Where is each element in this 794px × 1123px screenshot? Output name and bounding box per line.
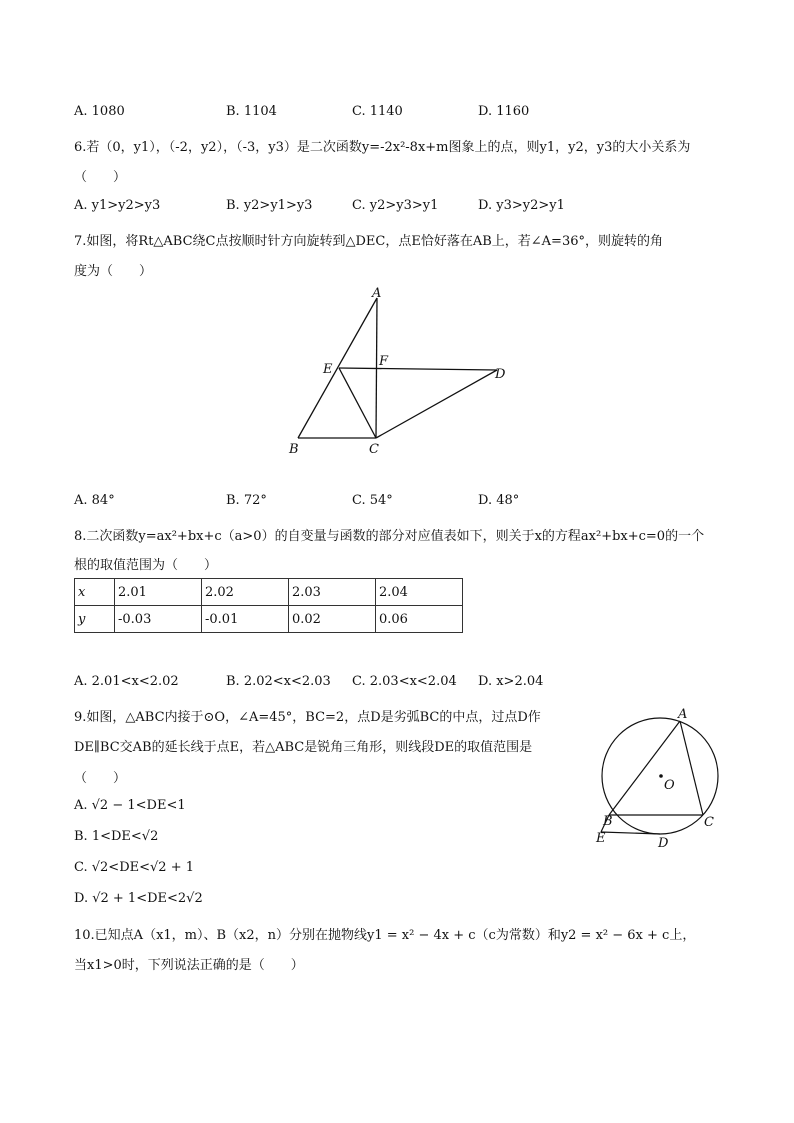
q9-blank: （ ） [74,771,127,786]
table-row [75,606,463,633]
q9-option-d: D. √2 + 1<DE<2√2 [74,891,203,906]
table-row [75,579,463,606]
q7-label-c: C [369,442,379,457]
q8-value-table [74,578,463,633]
q9-label-b: B [603,814,613,829]
q5-option-b: B. 1104 [226,104,277,119]
table-cell: 2.01 [115,579,202,606]
q5-option-d: D. 1160 [478,104,530,119]
q7-segment-ed [339,368,497,370]
q7-label-a: A [372,286,382,301]
q7-label-b: B [289,442,299,457]
table-cell: 0.06 [376,606,463,633]
q7-option-a: A. 84° [74,493,115,508]
q9-stem-line1: 9.如图，△ABC内接于⊙O，∠A=45°，BC=2，点D是劣弧BC的中点，过点D作 [74,710,541,725]
q6-option-b: B. y2>y1>y3 [226,198,313,213]
q9-label-d: D [658,836,669,851]
q9-label-c: C [704,815,714,830]
table-cell: y [75,606,115,633]
table-cell: -0.03 [115,606,202,633]
q10-stem-line2: 当x1>0时，下列说法正确的是（ ） [74,958,304,973]
q9-option-c: C. √2<DE<√2 + 1 [74,860,194,875]
q9-label-e: E [596,831,606,846]
q5-option-a: A. 1080 [74,104,125,119]
table-cell: 2.03 [289,579,376,606]
table-cell: 0.02 [289,606,376,633]
q9-label-a: A [678,707,688,722]
q7-label-d: D [495,367,506,382]
q10-stem-line1: 10.已知点A（x1，m）、B（x2，n）分别在抛物线y1 = x² − 4x + c（c为常数）和y2 = x² − 6x + c上， [74,928,696,943]
q7-option-b: B. 72° [226,493,267,508]
q7-option-d: D. 48° [478,493,520,508]
q8-stem-line1: 8.二次函数y=ax²+bx+c（a>0）的自变量与函数的部分对应值表如下，则关于x的方程ax²+bx+c=0的一个 [74,529,705,544]
table-cell: 2.04 [376,579,463,606]
q7-segment-cd [376,370,497,438]
q8-option-d: D. x>2.04 [478,674,544,689]
q7-label-e: E [323,362,333,377]
q9-center-dot [659,774,663,778]
q5-option-c: C. 1140 [352,104,403,119]
q6-blank: （ ） [74,170,127,185]
table-cell: x [75,579,115,606]
q9-segment-ac [680,721,703,815]
q9-option-b: B. 1<DE<√2 [74,829,159,844]
table-cell: -0.01 [202,606,289,633]
q7-stem-line1: 7.如图，将Rt△ABC绕C点按顺时针方向旋转到△DEC，点E恰好落在AB上，若∠A=36°，则旋转的角 [74,234,663,249]
q8-option-c: C. 2.03<x<2.04 [352,674,457,689]
q9-stem-line2: DE∥BC交AB的延长线于点E，若△ABC是锐角三角形，则线段DE的取值范围是 [74,740,533,755]
table-cell: 2.02 [202,579,289,606]
q7-option-c: C. 54° [352,493,393,508]
q8-option-a: A. 2.01<x<2.02 [74,674,179,689]
q7-segment-ec [339,368,376,438]
q6-stem: 6.若（0，y1），（-2，y2），（-3，y3）是二次函数y=-2x²-8x+m图象上的点，则y1，y2，y3的大小关系为 [74,140,691,155]
q8-option-b: B. 2.02<x<2.03 [226,674,331,689]
q6-option-a: A. y1>y2>y3 [74,198,161,213]
q9-label-o: O [664,778,675,793]
q7-stem-line2: 度为（ ） [74,264,153,279]
q9-option-a: A. √2 − 1<DE<1 [74,798,186,813]
q7-label-f: F [379,354,389,369]
q6-option-d: D. y3>y2>y1 [478,198,565,213]
q6-option-c: C. y2>y3>y1 [352,198,439,213]
q8-stem-line2: 根的取值范围为（ ） [74,558,218,573]
